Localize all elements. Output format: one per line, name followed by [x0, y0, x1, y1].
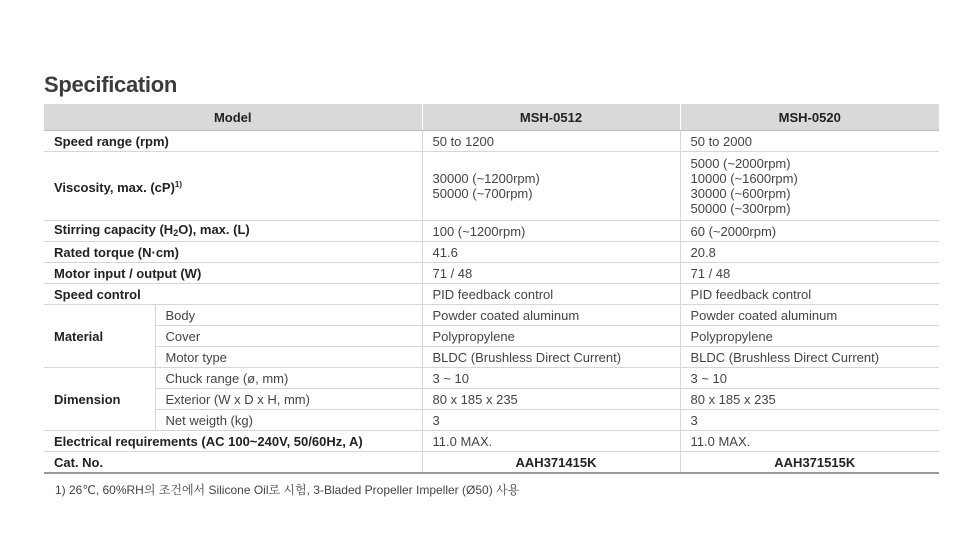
row-label: [44, 152, 422, 221]
row-label: Rated torque (N·cm): [44, 242, 422, 263]
sub-label: Chuck range (ø, mm): [155, 368, 422, 389]
value-a: 41.6: [422, 242, 680, 263]
header-row: [44, 104, 939, 131]
sub-label: Motor type: [155, 347, 422, 368]
value-line: 30000 (~1200rpm): [432, 171, 540, 186]
row-cat-no: [44, 452, 939, 474]
sub-label: Net weigth (kg): [155, 410, 422, 431]
header-col-b: MSH-0520: [680, 104, 939, 131]
value-a: 11.0 MAX.: [422, 431, 680, 452]
value-line: 5000 (~2000rpm): [690, 156, 791, 171]
label-part: O), max. (L): [178, 221, 250, 237]
value-a: [422, 152, 680, 221]
header-model: Model: [44, 104, 422, 131]
value-b: 50 to 2000: [680, 131, 939, 152]
value-b: 20.8: [680, 242, 939, 263]
row-label: Speed control: [44, 284, 422, 305]
value-a: PID feedback control: [422, 284, 680, 305]
footnote: 1) 26℃, 60%RH의 조건에서 Silicone Oil로 시험, 3-Bladed Propeller Impeller (Ø50) 사용: [55, 483, 520, 497]
sub-label: Exterior (W x D x H, mm): [155, 389, 422, 410]
row-material-motor-type: [44, 347, 939, 368]
value-a: 100 (~1200rpm): [422, 221, 680, 242]
sub-label: Cover: [155, 326, 422, 347]
value-b: Polypropylene: [680, 326, 939, 347]
row-speed-control: [44, 284, 939, 305]
page-title: Specification: [44, 72, 178, 97]
spec-table: [44, 104, 939, 474]
cat-no-a: AAH371415K: [422, 452, 680, 474]
row-speed-range: [44, 131, 939, 152]
row-motor-io: [44, 263, 939, 284]
value-a: 3 ~ 10: [422, 368, 680, 389]
value-line: 10000 (~1600rpm): [690, 171, 798, 186]
sub-label: Body: [155, 305, 422, 326]
label-part: Stirring capacity (H: [54, 221, 174, 237]
value-b: PID feedback control: [680, 284, 939, 305]
row-dimension-exterior: [44, 389, 939, 410]
row-material-body: [44, 305, 939, 326]
value-b: BLDC (Brushless Direct Current): [680, 347, 939, 368]
value-b: Powder coated aluminum: [680, 305, 939, 326]
row-material-cover: [44, 326, 939, 347]
group-label-material: Material: [44, 305, 155, 368]
value-a: 80 x 185 x 235: [422, 389, 680, 410]
row-dimension-weight: [44, 410, 939, 431]
subscript: 2: [173, 227, 179, 238]
group-label-dimension: Dimension: [44, 368, 155, 431]
header-col-a: MSH-0512: [422, 104, 680, 131]
row-electrical: [44, 431, 939, 452]
value-a: Powder coated aluminum: [422, 305, 680, 326]
viscosity-label: Viscosity, max. (cP): [54, 180, 175, 195]
value-a: 3: [422, 410, 680, 431]
value-line: 30000 (~600rpm): [690, 186, 791, 201]
row-stirring-capacity: [44, 221, 939, 242]
value-b: 11.0 MAX.: [680, 431, 939, 452]
row-label: Motor input / output (W): [44, 263, 422, 284]
value-b: 71 / 48: [680, 263, 939, 284]
row-dimension-chuck: [44, 368, 939, 389]
value-line: 50000 (~700rpm): [432, 186, 533, 201]
value-b: [680, 152, 939, 221]
row-viscosity: [44, 152, 939, 221]
value-a: 50 to 1200: [422, 131, 680, 152]
row-label: Electrical requirements (AC 100~240V, 50/60Hz, A): [44, 431, 422, 452]
row-rated-torque: [44, 242, 939, 263]
row-label: Cat. No.: [44, 452, 422, 474]
row-label: [44, 221, 422, 242]
value-b: 3 ~ 10: [680, 368, 939, 389]
value-a: BLDC (Brushless Direct Current): [422, 347, 680, 368]
value-b: 60 (~2000rpm): [680, 221, 939, 242]
value-a: Polypropylene: [422, 326, 680, 347]
footnote-ref: 1): [174, 180, 183, 189]
value-b: 3: [680, 410, 939, 431]
value-b: 80 x 185 x 235: [680, 389, 939, 410]
value-a: 71 / 48: [422, 263, 680, 284]
cat-no-b: AAH371515K: [680, 452, 939, 474]
row-label: Speed range (rpm): [44, 131, 422, 152]
value-line: 50000 (~300rpm): [690, 201, 791, 216]
